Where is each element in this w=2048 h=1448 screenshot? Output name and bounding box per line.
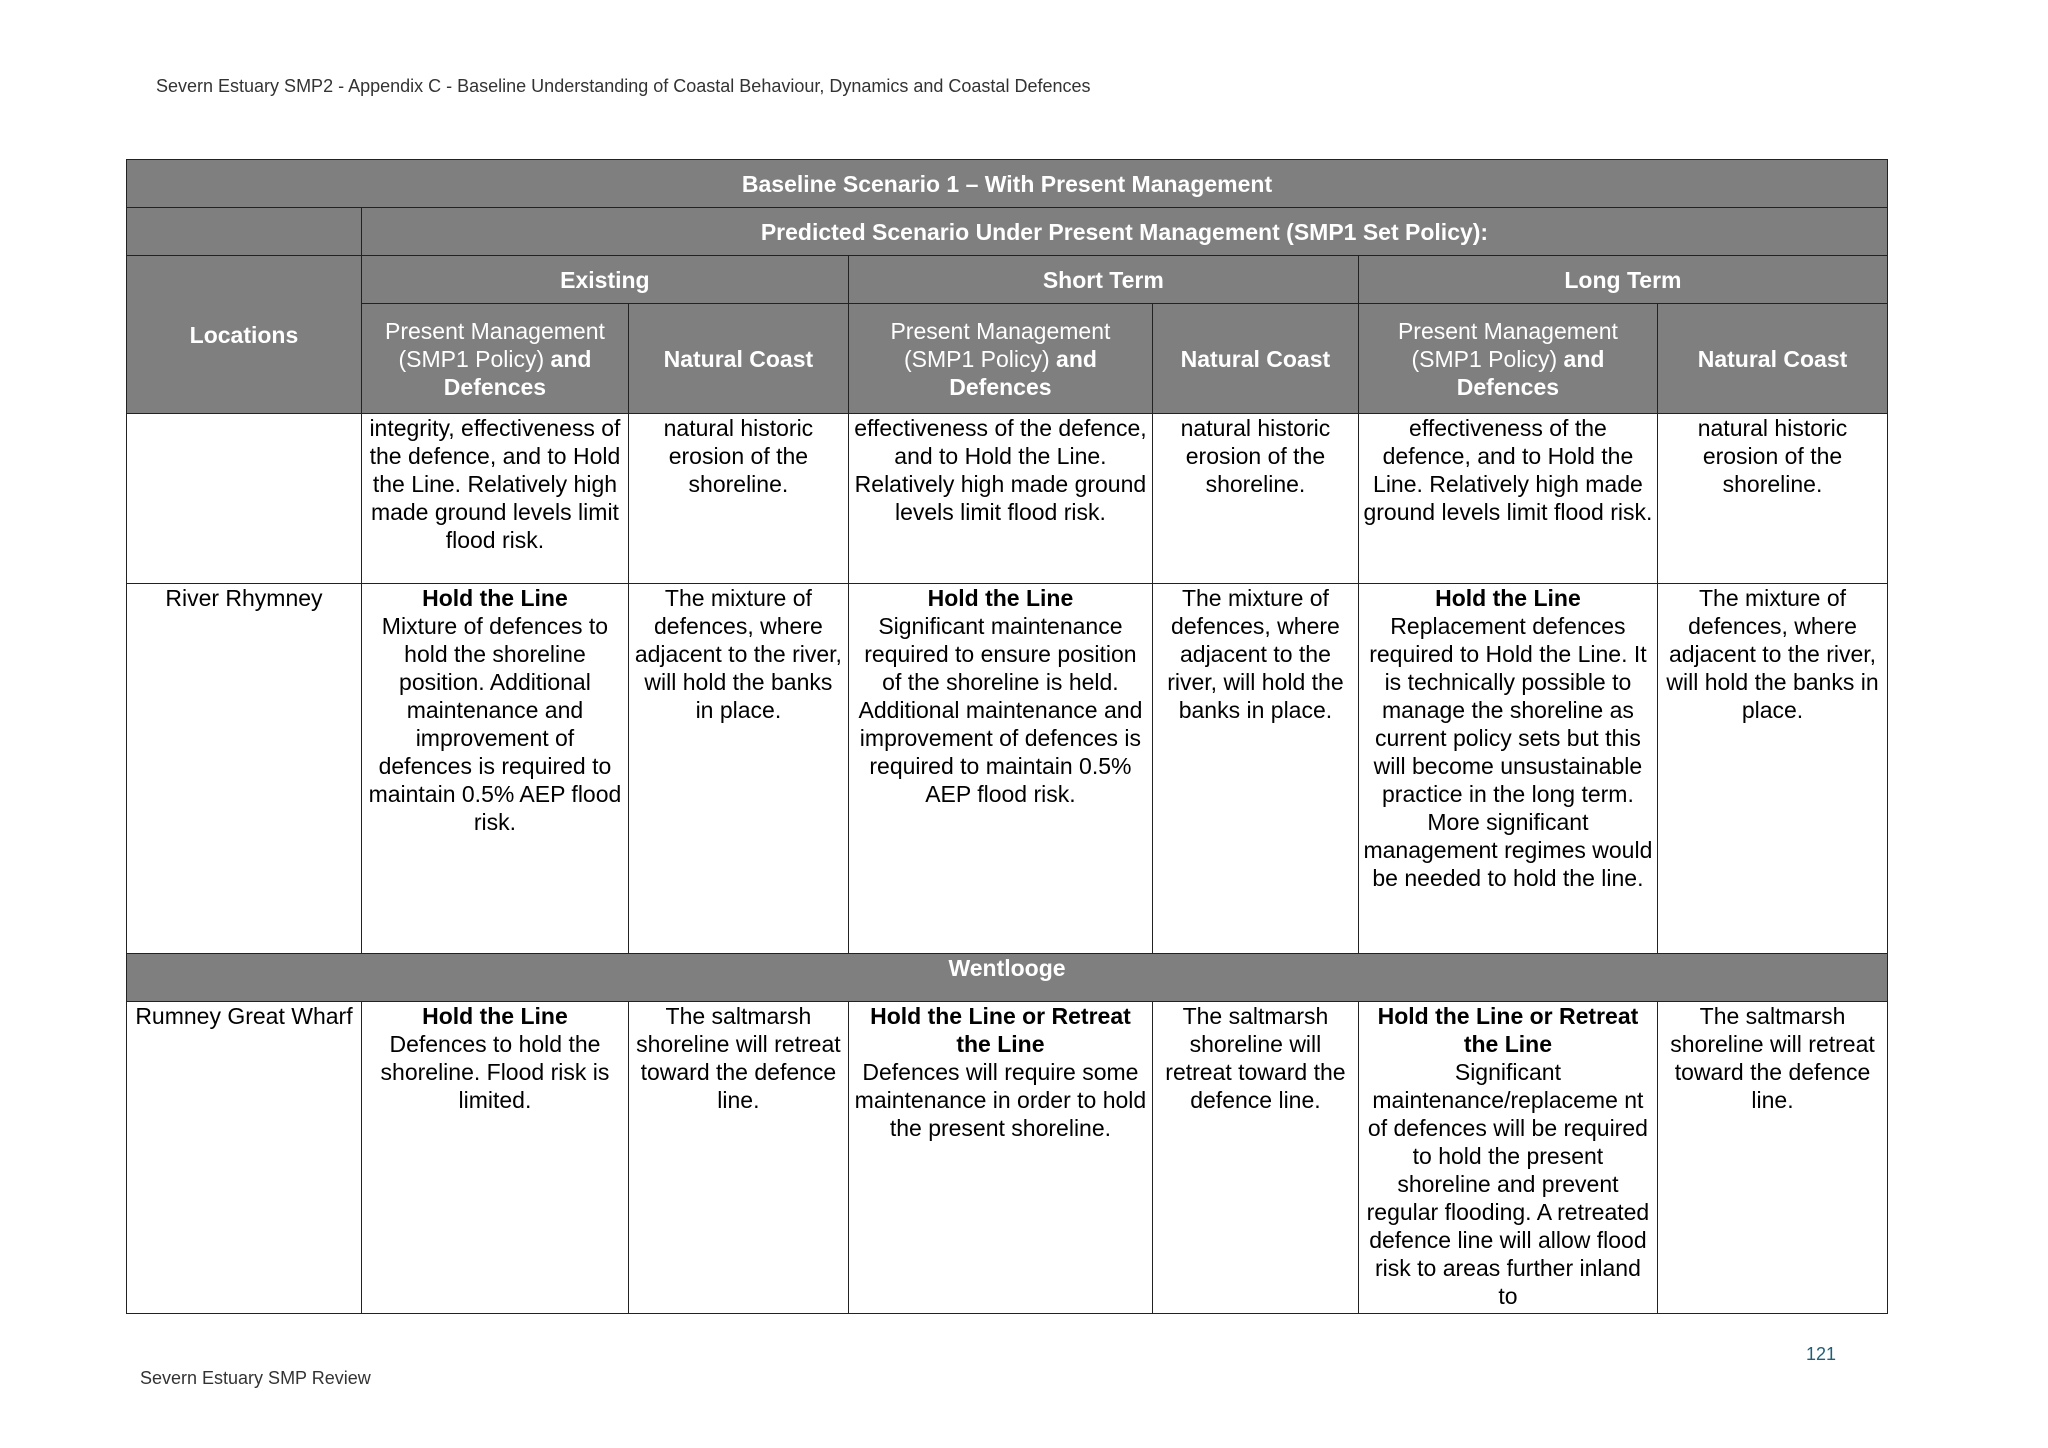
epoch-short-term-header: Short Term — [848, 256, 1358, 304]
existing-nc-cell: natural historic erosion of the shoreline. — [628, 414, 848, 584]
existing-nc-cell: The saltmarsh shoreline will retreat toward the defence line. — [628, 1002, 848, 1314]
epoch-existing-header: Existing — [361, 256, 848, 304]
table-row — [127, 414, 1888, 584]
short-pm-header: Present Management (SMP1 Policy) and Defences — [848, 304, 1152, 414]
policy-label: Hold the Line — [422, 585, 568, 611]
table-row — [127, 1002, 1888, 1314]
existing-nc-cell: The mixture of defences, where adjacent to the river, will hold the banks in place. — [628, 584, 848, 954]
policy-label: Hold the Line — [422, 1003, 568, 1029]
long-nc-cell: natural historic erosion of the shoreline. — [1658, 414, 1888, 584]
short-nc-header: Natural Coast — [1153, 304, 1359, 414]
policy-label: Hold the Line — [1435, 585, 1581, 611]
table-title: Baseline Scenario 1 – With Present Management — [127, 160, 1888, 208]
short-pm-cell: Hold the Line or Retreat the Line Defences will require some maintenance in order to hold the present shoreline. — [848, 1002, 1152, 1314]
blank-header-cell — [127, 208, 362, 256]
existing-pm-header: Present Management (SMP1 Policy) and Defences — [361, 304, 628, 414]
short-pm-cell: effectiveness of the defence, and to Hold the Line. Relatively high made ground levels limit flood risk. — [848, 414, 1152, 584]
page-number: 121 — [1806, 1344, 1837, 1364]
short-nc-cell: The saltmarsh shoreline will retreat toward the defence line. — [1153, 1002, 1359, 1314]
location-cell — [127, 414, 362, 584]
location-cell: River Rhymney — [127, 584, 362, 954]
long-nc-cell: The saltmarsh shoreline will retreat toward the defence line. — [1658, 1002, 1888, 1314]
long-pm-header: Present Management (SMP1 Policy) and Defences — [1358, 304, 1657, 414]
long-nc-header: Natural Coast — [1658, 304, 1888, 414]
epoch-long-term-header: Long Term — [1358, 256, 1887, 304]
short-nc-cell: The mixture of defences, where adjacent to the river, will hold the banks in place. — [1153, 584, 1359, 954]
existing-pm-cell: integrity, effectiveness of the defence, and to Hold the Line. Relatively high made ground levels limit flood risk. — [361, 414, 628, 584]
baseline-scenario-table — [126, 159, 1888, 1314]
locations-header: Locations — [127, 256, 362, 414]
policy-label: Hold the Line — [927, 585, 1074, 611]
document-header: Severn Estuary SMP2 - Appendix C - Baseline Understanding of Coastal Behaviour, Dynamics and Coastal Defences — [156, 76, 1091, 96]
existing-nc-header: Natural Coast — [628, 304, 848, 414]
existing-pm-cell: Hold the Line Defences to hold the shoreline. Flood risk is limited. — [361, 1002, 628, 1314]
long-nc-cell: The mixture of defences, where adjacent to the river, will hold the banks in place. — [1658, 584, 1888, 954]
short-nc-cell: natural historic erosion of the shoreline. — [1153, 414, 1359, 584]
existing-pm-cell: Hold the Line Mixture of defences to hold the shoreline position. Additional maintenance and improvement of defences is required to maintain 0.5% AEP flood risk. — [361, 584, 628, 954]
location-cell: Rumney Great Wharf — [127, 1002, 362, 1314]
policy-label: Hold the Line or Retreat the Line — [1377, 1003, 1639, 1057]
policy-label: Hold the Line or Retreat the Line — [870, 1003, 1131, 1057]
long-pm-cell: Hold the Line or Retreat the Line Significant maintenance/replaceme nt of defences will be required to hold the present shoreline and prevent regular flooding. A retreated defence line will allow flood risk to areas further inland to — [1358, 1002, 1657, 1314]
document-footer: Severn Estuary SMP Review — [140, 1368, 371, 1388]
long-pm-cell: effectiveness of the defence, and to Hold the Line. Relatively high made ground levels limit flood risk. — [1358, 414, 1657, 584]
long-pm-cell: Hold the Line Replacement defences required to Hold the Line. It is technically possible to manage the shoreline as current policy sets but this will become unsustainable practice in the long term. More significant management regimes would be needed to hold the line. — [1358, 584, 1657, 954]
short-pm-cell: Hold the Line Significant maintenance required to ensure position of the shoreline is held. Additional maintenance and improvement of defences is required to maintain 0.5% AEP flood risk. — [848, 584, 1152, 954]
section-wentlooge: Wentlooge — [127, 954, 1888, 1002]
table-subtitle: Predicted Scenario Under Present Management (SMP1 Set Policy): — [361, 208, 1887, 256]
table-row — [127, 584, 1888, 954]
